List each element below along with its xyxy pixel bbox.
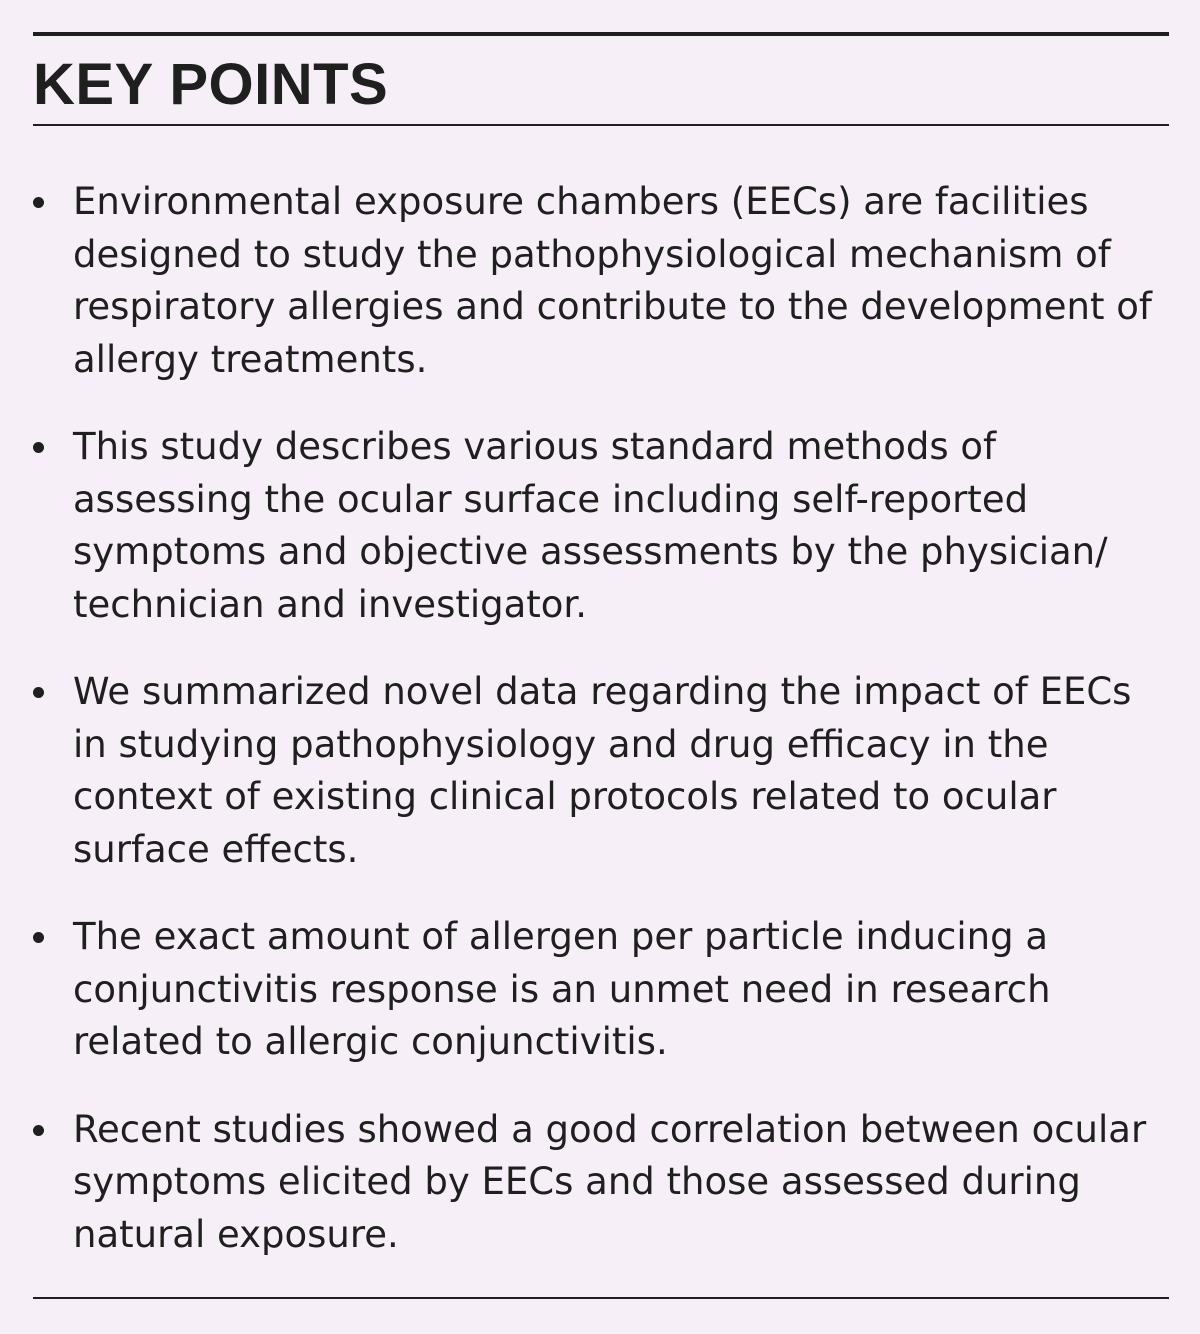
list-item xyxy=(33,1104,1169,1262)
top-rule xyxy=(33,32,1169,36)
list-item xyxy=(33,911,1169,1069)
bullet-icon xyxy=(33,197,44,208)
list-item xyxy=(33,421,1169,631)
list-item-text: Environmental exposure chambers (EECs) are facilities designed to study the pathophysiological mechanism of respiratory allergies and contribute to the development of allergy treatments. xyxy=(73,180,1152,381)
bullet-icon xyxy=(33,687,44,698)
bullet-icon xyxy=(33,442,44,453)
title-rule xyxy=(33,124,1169,126)
list-item-text: We summarized novel data regarding the impact of EECs in studying pathophysiology and drug efficacy in the context of existing clinical protocols related to ocular surface effects. xyxy=(73,670,1132,871)
key-points-list xyxy=(33,176,1169,1296)
list-item-text: This study describes various standard methods of assessing the ocular surface including self-reported symptoms and objective assessments by the physician/ technician and investigator. xyxy=(73,425,1108,626)
list-item-text: Recent studies showed a good correlation between ocular symptoms elicited by EECs and those assessed during natural exposure. xyxy=(73,1107,1147,1256)
section-title: KEY POINTS xyxy=(33,52,389,117)
bullet-icon xyxy=(33,1125,44,1136)
bottom-rule xyxy=(33,1297,1169,1299)
bullet-icon xyxy=(33,932,44,943)
list-item xyxy=(33,176,1169,386)
list-item xyxy=(33,666,1169,876)
list-item-text: The exact amount of allergen per particle inducing a conjunctivitis response is an unmet need in research related to allergic conjunctivitis. xyxy=(73,915,1051,1063)
